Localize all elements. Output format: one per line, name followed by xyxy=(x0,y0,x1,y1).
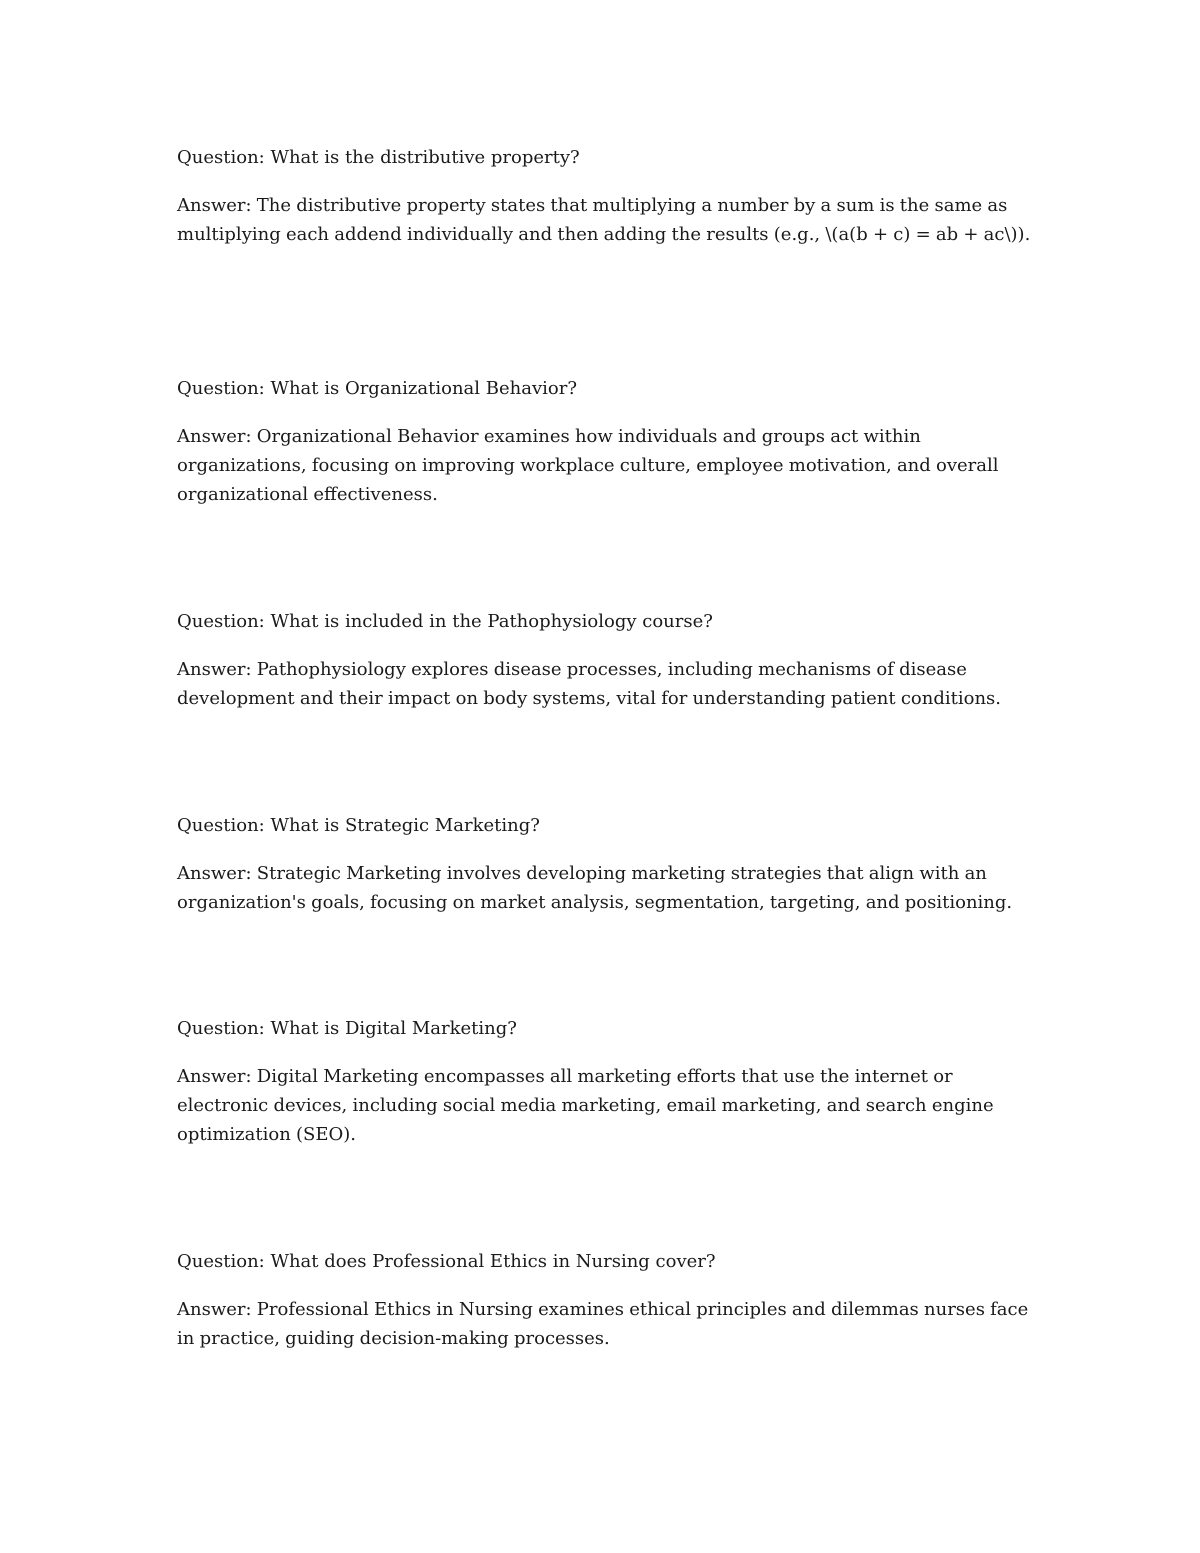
qa-item-pathophysiology xyxy=(177,607,1037,713)
question-text: Question: What is the distributive property? xyxy=(177,147,580,168)
answer-text: Answer: Organizational Behavior examines how individuals and groups act within organizations, focusing on improving workplace culture, employee motivation, and overall organizational effectiveness. xyxy=(177,426,999,505)
qa-item-distributive-property xyxy=(177,143,1037,249)
qa-item-organizational-behavior xyxy=(177,374,1037,509)
answer-text: Answer: Professional Ethics in Nursing examines ethical principles and dilemmas nurses face in practice, guiding decision-making processes. xyxy=(177,1299,1029,1349)
qa-item-strategic-marketing xyxy=(177,811,1037,917)
answer-text: Answer: The distributive property states that multiplying a number by a sum is the same as multiplying each addend individually and then adding the results (e.g., \(a(b + c) = ab + ac\)). xyxy=(177,195,1031,245)
answer-text: Answer: Digital Marketing encompasses all marketing efforts that use the internet or electronic devices, including social media marketing, email marketing, and search engine optimization (SEO). xyxy=(177,1066,994,1145)
question-text: Question: What does Professional Ethics in Nursing cover? xyxy=(177,1251,716,1272)
answer-text: Answer: Pathophysiology explores disease processes, including mechanisms of disease development and their impact on body systems, vital for understanding patient conditions. xyxy=(177,659,1002,709)
question-text: Question: What is Strategic Marketing? xyxy=(177,815,540,836)
question-text: Question: What is Organizational Behavior? xyxy=(177,378,577,399)
question-text: Question: What is included in the Pathophysiology course? xyxy=(177,611,713,632)
answer-text: Answer: Strategic Marketing involves developing marketing strategies that align with an organization's goals, focusing on market analysis, segmentation, targeting, and positioning. xyxy=(177,863,1013,913)
qa-item-digital-marketing xyxy=(177,1014,1037,1149)
question-text: Question: What is Digital Marketing? xyxy=(177,1018,517,1039)
qa-item-professional-ethics xyxy=(177,1247,1037,1353)
